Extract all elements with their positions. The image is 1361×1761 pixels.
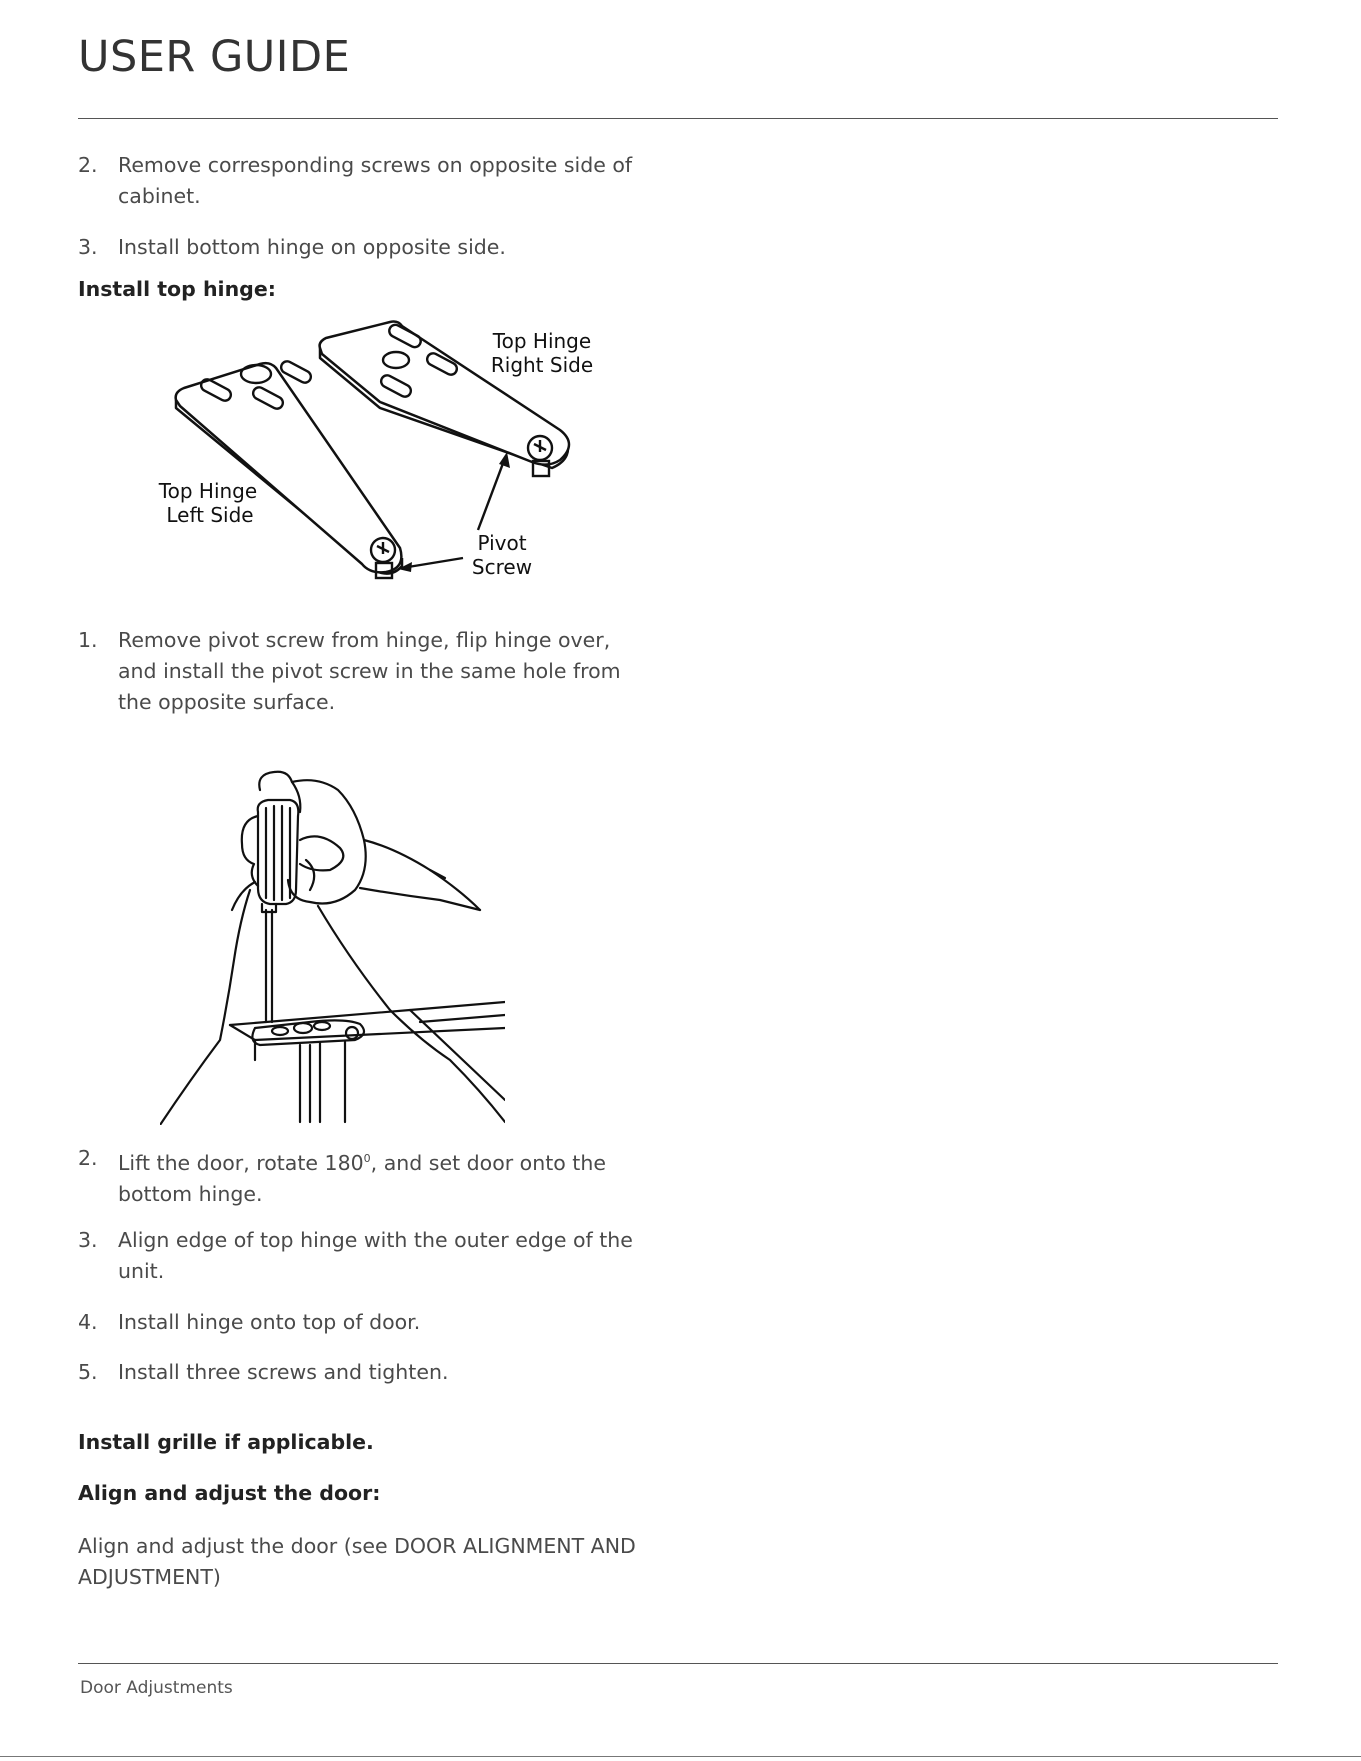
step-item bbox=[78, 1143, 638, 1210]
forearm-left bbox=[160, 890, 250, 1125]
label-right-hinge-line1: Top Hinge bbox=[492, 329, 592, 353]
step-number: 5. bbox=[78, 1360, 98, 1384]
align-paragraph: Align and adjust the door (see DOOR ALIGNMENT AND ADJUSTMENT) bbox=[78, 1534, 636, 1589]
degree-superscript: 0 bbox=[363, 1152, 371, 1165]
footer-section-label: Door Adjustments bbox=[80, 1678, 233, 1698]
step-text: Install hinge onto top of door. bbox=[118, 1310, 421, 1334]
step-item bbox=[78, 1357, 638, 1388]
pivot-arrow-right bbox=[478, 458, 505, 530]
screwdriver-illustration bbox=[160, 760, 505, 1125]
label-pivot-line2: Screw bbox=[471, 555, 533, 579]
step-item bbox=[78, 232, 638, 263]
step-item bbox=[78, 150, 638, 212]
step-number: 4. bbox=[78, 1310, 98, 1334]
step-item bbox=[78, 625, 638, 718]
step-number: 2. bbox=[78, 153, 98, 177]
step-item bbox=[78, 1225, 638, 1287]
step-number: 1. bbox=[78, 628, 98, 652]
step-text: Install bottom hinge on opposite side. bbox=[118, 235, 506, 259]
page-edge-rule bbox=[0, 1756, 1361, 1757]
step-text: Remove pivot screw from hinge, flip hinge over, and install the pivot screw in the same hole from the opposite surface. bbox=[118, 628, 621, 714]
cabinet-top-edge bbox=[230, 1010, 505, 1100]
step-item bbox=[78, 1307, 638, 1338]
hinge-diagram bbox=[140, 318, 620, 590]
label-right-hinge-line2: Right Side bbox=[490, 353, 594, 377]
header-rule bbox=[78, 118, 1278, 119]
step-text: Install three screws and tighten. bbox=[118, 1360, 449, 1384]
page-title: USER GUIDE bbox=[78, 32, 351, 82]
step-text: Align edge of top hinge with the outer edge of the unit. bbox=[118, 1228, 633, 1283]
label-pivot-line1: Pivot bbox=[477, 531, 527, 555]
section-heading-top-hinge: Install top hinge: bbox=[78, 277, 276, 301]
step-text: Remove corresponding screws on opposite side of cabinet. bbox=[118, 153, 633, 208]
section-heading-align: Align and adjust the door: bbox=[78, 1481, 381, 1505]
label-left-hinge-line2: Left Side bbox=[166, 503, 254, 527]
step-number: 2. bbox=[78, 1146, 98, 1170]
screwdriver-handle bbox=[258, 800, 299, 904]
label-left-hinge-line1: Top Hinge bbox=[158, 479, 258, 503]
step-number: 3. bbox=[78, 1228, 98, 1252]
footer-rule bbox=[78, 1663, 1278, 1664]
section-heading-grille: Install grille if applicable. bbox=[78, 1430, 374, 1454]
step-number: 3. bbox=[78, 235, 98, 259]
step-text: Lift the door, rotate $180^0$, and set door onto the bottom hinge. bbox=[118, 1150, 606, 1206]
